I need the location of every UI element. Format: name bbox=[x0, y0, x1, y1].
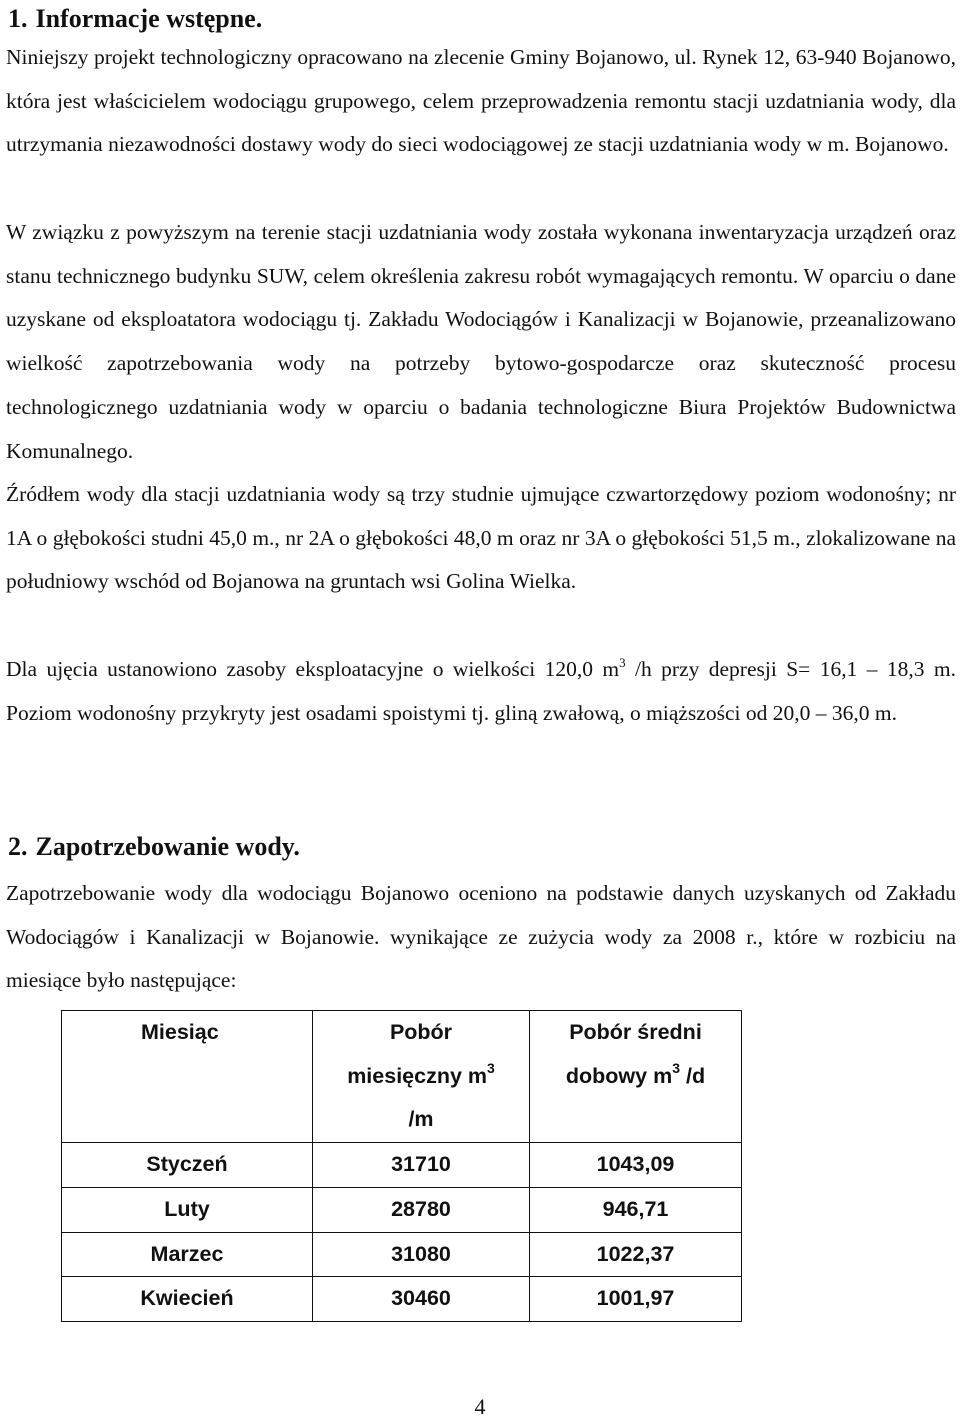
section-heading-introduction bbox=[8, 4, 262, 34]
cubic-superscript: 3 bbox=[619, 655, 626, 670]
header-daily-average-intake: Pobór średni dobowy $m^3$ /d bbox=[530, 1011, 742, 1143]
cell-month: Styczeń bbox=[62, 1143, 313, 1188]
cell-monthly-intake: 31080 bbox=[313, 1232, 530, 1277]
table-row bbox=[62, 1232, 742, 1277]
cell-monthly-intake: 30460 bbox=[313, 1277, 530, 1322]
paragraph-exploitation-resources bbox=[6, 648, 956, 735]
table-header-row bbox=[62, 1011, 742, 1143]
table-row bbox=[62, 1143, 742, 1188]
cell-month: Luty bbox=[62, 1187, 313, 1232]
cell-daily-intake: 1001,97 bbox=[530, 1277, 742, 1322]
section-number: 2. bbox=[8, 832, 28, 861]
cell-daily-intake: 1043,09 bbox=[530, 1143, 742, 1188]
cell-month: Kwiecień bbox=[62, 1277, 313, 1322]
section-number: 1. bbox=[8, 4, 28, 33]
cell-monthly-intake: 28780 bbox=[313, 1187, 530, 1232]
cell-month: Marzec bbox=[62, 1232, 313, 1277]
table-row bbox=[62, 1277, 742, 1322]
table-row bbox=[62, 1187, 742, 1232]
section-title: Informacje wstępne. bbox=[35, 4, 263, 33]
section-title: Zapotrzebowanie wody. bbox=[35, 832, 300, 861]
header-monthly-intake: Pobór miesięczny $m^3$ /m bbox=[313, 1011, 530, 1143]
resources-text-part2: /h przy depresji S= 16,1 – 18,3 m. Poziom wodonośny przykryty jest osadami spoistymi tj. gliną zwałową, o miąższości od 20,0 – 36,0 m. bbox=[6, 657, 956, 725]
paragraph-inventory-analysis: W związku z powyższym na terenie stacji uzdatniania wody została wykonana inwentaryzacja urządzeń oraz stanu technicznego budynku SUW, celem określenia zakresu robót wymagających remontu. W oparciu o dane uzyskane od eksploatatora wodociągu tj. Zakładu Wodociągów i Kanalizacji w Bojanowie, przeanalizowano wielkość zapotrzebowania wody na potrzeby bytowo-gospodarcze oraz skuteczność procesu technologicznego uzdatniania wody w oparciu o badania technologiczne Biura Projektów Budownictwa Komunalnego. bbox=[6, 220, 956, 463]
paragraph-water-source-wells: Źródłem wody dla stacji uzdatniania wody są trzy studnie ujmujące czwartorzędowy poziom wodonośny; nr 1A o głębokości studni 45,0 m., nr 2A o głębokości 48,0 m oraz nr 3A o głębokości 51,5 m., zlokalizowane na południowy wschód od Bojanowa na gruntach wsi Golina Wielka. bbox=[6, 482, 956, 594]
cell-daily-intake: 946,71 bbox=[530, 1187, 742, 1232]
cell-daily-intake: 1022,37 bbox=[530, 1232, 742, 1277]
resources-text-part1: Dla ujęcia ustanowiono zasoby eksploatacyjne o wielkości 120,0 m bbox=[6, 657, 620, 681]
page-number: 4 bbox=[474, 1394, 486, 1419]
paragraph-project-purpose: Niniejszy projekt technologiczny opracowano na zlecenie Gminy Bojanowo, ul. Rynek 12, 63-940 Bojanowo, która jest właścicielem wodociągu grupowego, celem przeprowadzenia remontu stacji uzdatniania wody, dla utrzymania niezawodności dostawy wody do sieci wodociągowej ze stacji uzdatniania wody w m. Bojanowo. bbox=[6, 45, 956, 157]
header-month: Miesiąc bbox=[62, 1011, 313, 1143]
monthly-consumption-table bbox=[61, 1010, 742, 1322]
paragraph-water-demand: Zapotrzebowanie wody dla wodociągu Bojanowo oceniono na podstawie danych uzyskanych od Zakładu Wodociągów i Kanalizacji w Bojanowie. wynikające ze zużycia wody za 2008 r., które w rozbiciu na miesiące było następujące: bbox=[6, 881, 956, 993]
section-heading-water-demand bbox=[8, 832, 300, 862]
cell-monthly-intake: 31710 bbox=[313, 1143, 530, 1188]
